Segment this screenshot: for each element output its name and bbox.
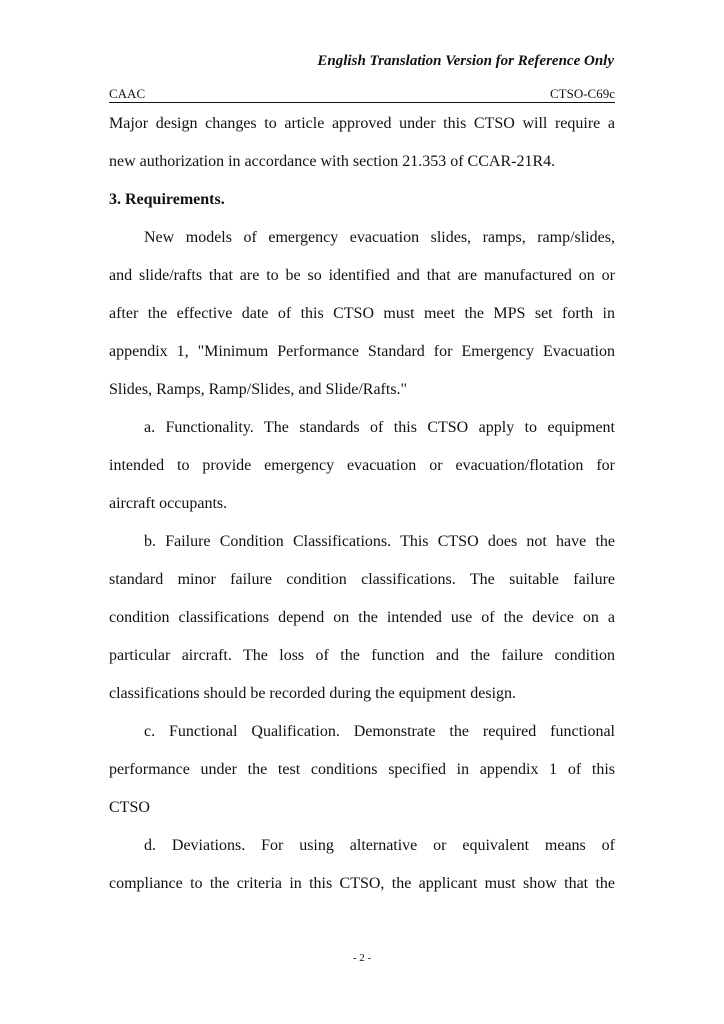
running-header xyxy=(109,86,615,103)
page-number: - 2 - xyxy=(352,952,372,964)
text-line: Slides, Ramps, Ramp/Slides, and Slide/Rafts." xyxy=(109,381,408,398)
text-line: new authorization in accordance with section 21.353 of CCAR-21R4. xyxy=(109,153,556,170)
text-line: CTSO xyxy=(109,799,150,816)
text-line: d. Deviations. For using alternative or equivalent means of xyxy=(144,837,615,854)
text-line: New models of emergency evacuation slides, ramps, ramp/slides, xyxy=(144,229,615,246)
text-line: aircraft occupants. xyxy=(109,495,228,512)
body-text xyxy=(109,111,615,909)
translation-banner: English Translation Version for Reference Only xyxy=(317,53,614,69)
text-line: Major design changes to article approved under this CTSO will require a xyxy=(109,115,615,132)
text-line: a. Functionality. The standards of this CTSO apply to equipment xyxy=(144,419,615,436)
text-line: particular aircraft. The loss of the function and the failure condition xyxy=(109,647,615,664)
text-line: performance under the test conditions specified in appendix 1 of this xyxy=(109,761,615,778)
text-line: classifications should be recorded during the equipment design. xyxy=(109,685,517,702)
text-line: compliance to the criteria in this CTSO, the applicant must show that the xyxy=(109,875,615,892)
header-doc-id: CTSO-C69c xyxy=(550,86,615,101)
section-heading: 3. Requirements. xyxy=(109,191,225,208)
text-line: appendix 1, "Minimum Performance Standard for Emergency Evacuation xyxy=(109,343,615,360)
text-line: b. Failure Condition Classifications. This CTSO does not have the xyxy=(144,533,615,550)
text-line: and slide/rafts that are to be so identified and that are manufactured on or xyxy=(109,267,615,284)
text-line: intended to provide emergency evacuation or evacuation/flotation for xyxy=(109,457,615,474)
text-line: standard minor failure condition classifications. The suitable failure xyxy=(109,571,615,588)
text-line: c. Functional Qualification. Demonstrate the required functional xyxy=(144,723,615,740)
header-agency: CAAC xyxy=(109,86,146,101)
text-line: condition classifications depend on the intended use of the device on a xyxy=(109,609,615,626)
text-line: after the effective date of this CTSO must meet the MPS set forth in xyxy=(109,305,615,322)
